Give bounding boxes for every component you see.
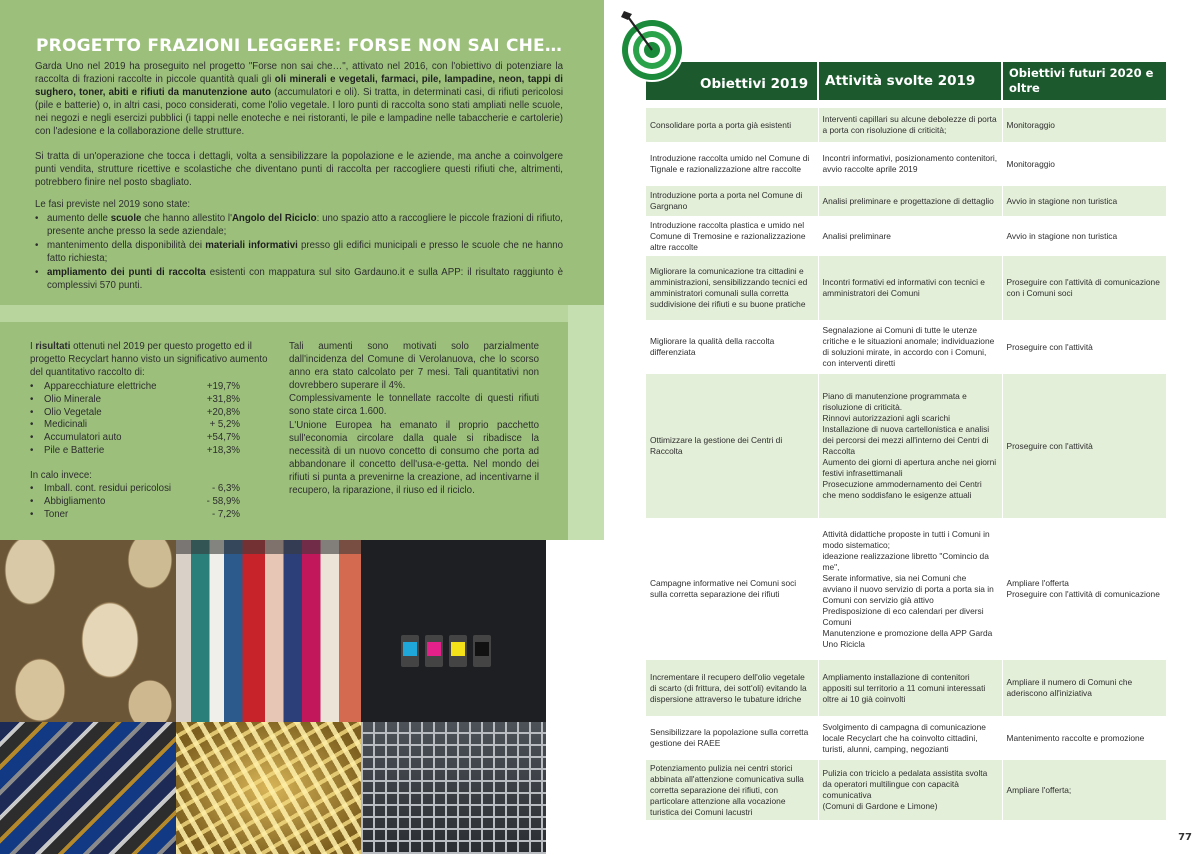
- stat-row: • Abbigliamento - 58,9%: [30, 495, 240, 507]
- table-body: [646, 108, 1166, 820]
- frying-oil-photo: [176, 722, 361, 854]
- table-row: [646, 216, 1166, 256]
- table-row: [646, 256, 1166, 320]
- activity-cell: Analisi preliminare e progettazione di dettaglio: [818, 186, 1002, 216]
- collection-cages-photo: [361, 722, 546, 854]
- decrease-label: In calo invece:: [30, 470, 92, 481]
- table-row: [646, 320, 1166, 374]
- increase-list: [30, 381, 280, 458]
- objective-cell: Potenziamento pulizia nei centri storici abbinata all'attenzione comunicativa sulla corretta separazione dei rifiuti, con particolare attenzione alla vocazione turistica dei Comuni lacustri: [646, 760, 818, 820]
- right-page: [604, 0, 1200, 854]
- table-row: [646, 374, 1166, 518]
- corks-photo: [0, 540, 176, 722]
- results-commentary: [289, 340, 539, 497]
- results-intro: I risultati ottenuti nel 2019 per questo progetto ed il progetto Recyclart hanno visto un significativo aumento del quantitativo raccolto di:: [30, 341, 268, 379]
- phases-list: [35, 212, 563, 294]
- header-activities-2019: Attività svolte 2019: [818, 62, 1002, 100]
- stat-row: • Accumulatori auto +54,7%: [30, 432, 240, 444]
- table-row: [646, 142, 1166, 186]
- activity-cell: Piano di manutenzione programmata e risoluzione di criticità. Rinnovi autorizzazioni agli scarichi Installazione di nuova cartellonistica e analisi dei percorsi dei mezzi all'interno dei Centri di Raccolta Aumento dei giorni di apertura anche nei giorni festivi infrasettimanali Prosecuzione ammodernamento dei Centri che meno soddisfano le esigenze attuali: [818, 374, 1002, 518]
- objective-cell: Incrementare il recupero dell'olio vegetale di scarto (di frittura, dei sott'oli) evitando la dispersione attraverso le tubature idriche: [646, 660, 818, 716]
- objective-cell: Introduzione raccolta umido nel Comune di Tignale e razionalizzazione altre raccolte: [646, 142, 818, 186]
- objective-cell: Migliorare la qualità della raccolta differenziata: [646, 320, 818, 374]
- objectives-table: [646, 62, 1166, 820]
- photo-grid: [0, 540, 546, 854]
- objective-cell: Introduzione porta a porta nel Comune di Gargnano: [646, 186, 818, 216]
- activity-cell: Pulizia con triciclo a pedalata assistita svolta da operatori multilingue con capacità comunicativa (Comuni di Gardone e Limone): [818, 760, 1002, 820]
- header-objectives-2019: Obiettivi 2019: [646, 62, 818, 100]
- batteries-photo: [0, 722, 176, 854]
- table-row: [646, 186, 1166, 216]
- table-row: [646, 760, 1166, 820]
- objective-cell: Sensibilizzare la popolazione sulla corretta gestione dei RAEE: [646, 716, 818, 760]
- future-cell: Ampliare l'offerta Proseguire con l'attività di comunicazione: [1002, 518, 1166, 660]
- intro-paragraph: [35, 60, 563, 139]
- intro-text-bold: oli minerali e vegetali, farmaci, pile, lampadine, neon, tappi di sughero, toner, abiti e rifiuti da manutenzione auto: [35, 74, 563, 99]
- objective-cell: Consolidare porta a porta già esistenti: [646, 108, 818, 142]
- objective-cell: Campagne informative nei Comuni soci sulla corretta separazione dei rifiuti: [646, 518, 818, 660]
- activity-cell: Analisi preliminare: [818, 216, 1002, 256]
- results-paragraph: L'Unione Europea ha emanato il proprio pacchetto sull'economia circolare dalla quale si ribadisce la necessità di un nuovo concetto di consumo che porta ad abbandonare il concetto dell'usa-e-getta. Nel mondo dei rifiuti si punta a prevenirne la creazione, ad incentivarne il recupero, la riparazione, il riuso ed il riciclo.: [289, 419, 539, 497]
- table-row: [646, 518, 1166, 660]
- future-cell: Avvio in stagione non turistica: [1002, 186, 1166, 216]
- future-cell: Proseguire con l'attività: [1002, 374, 1166, 518]
- objective-cell: Ottimizzare la gestione dei Centri di Raccolta: [646, 374, 818, 518]
- table-header-row: [646, 62, 1166, 100]
- header-future-objectives: Obiettivi futuri 2020 e oltre: [1002, 62, 1166, 100]
- activity-cell: Incontri formativi ed informativi con tecnici e amministratori dei Comuni: [818, 256, 1002, 320]
- activity-cell: Incontri informativi, posizionamento contenitori, avvio raccolte aprile 2019: [818, 142, 1002, 186]
- future-cell: Monitoraggio: [1002, 142, 1166, 186]
- phases-title: Le fasi previste nel 2019 sono state:: [35, 199, 191, 210]
- results-paragraph: Tali aumenti sono motivati solo parzialmente dall'incidenza del Comune di Verolanuova, che lo scorso anno era stato calcolato per 7 mesi. Tali quantitativi non dovrebbero superare il 4%.: [289, 341, 539, 392]
- phase-item: • mantenimento della disponibilità dei materiali informativi presso gli edifici municipali e presso le scuole che ne hanno fatto richiesta;: [35, 239, 563, 265]
- clothes-photo: [176, 540, 361, 722]
- page-number: 77: [1178, 832, 1192, 843]
- objective-cell: Introduzione raccolta plastica e umido nel Comune di Tremosine e razionalizzazione altre raccolte: [646, 216, 818, 256]
- intro-text-start: Garda Uno nel 2019 ha proseguito nel progetto "Forse non sai che…", attivato nel 2016, con l'obiettivo di potenziare la raccolta di frazioni raccolte in piccole quantità quali gli: [35, 61, 563, 86]
- stat-row: • Olio Vegetale +20,8%: [30, 406, 240, 418]
- stat-row: • Toner - 7,2%: [30, 508, 240, 520]
- intro-paragraph-2: Si tratta di un'operazione che tocca i dettagli, volta a sensibilizzare la popolazione e le aziende, ma anche a coinvolgere punti vendita, strutture ricettive e scolastiche che diventano punti di raccolta per raccogliere questi rifiuti che, altrimenti, potrebbero finire nel posto sbagliato.: [35, 151, 563, 189]
- target-dartboard-icon: [616, 6, 692, 86]
- objective-cell: Migliorare la comunicazione tra cittadini e amministrazioni, sensibilizzando tecnici ed amministratori comunali sulla corretta suddivisione dei rifiuti e su buone pratiche: [646, 256, 818, 320]
- phase-item: • ampliamento dei punti di raccolta esistenti con mappatura sul sito Gardauno.it e sulla APP: il risultato raggiunto è complessivi 570 punti.: [35, 266, 563, 292]
- future-cell: Proseguire con l'attività: [1002, 320, 1166, 374]
- activity-cell: Ampliamento installazione di contenitori appositi sul territorio a 11 comuni interessati oltre ai 10 già coinvolti: [818, 660, 1002, 716]
- stat-row: • Olio Minerale +31,8%: [30, 393, 240, 405]
- table-row: [646, 716, 1166, 760]
- future-cell: Mantenimento raccolte e promozione: [1002, 716, 1166, 760]
- future-cell: Monitoraggio: [1002, 108, 1166, 142]
- future-cell: Proseguire con l'attività di comunicazione con i Comuni soci: [1002, 256, 1166, 320]
- stat-row: • Apparecchiature elettriche +19,7%: [30, 381, 240, 392]
- table-row: [646, 660, 1166, 716]
- future-cell: Avvio in stagione non turistica: [1002, 216, 1166, 256]
- intro-text-end: (accumulatori e oli). Si tratta, in determinati casi, di rifiuti pericolosi (pile e batterie) o, in altri casi, poco considerati, come l'olio vegetale. I loro punti di raccolta sono stati ampliati nelle scuole, nei negozi e negli esercizi pubblici (i tappi nelle enoteche e nei ristoranti, le pile e lampadine nelle tabaccherie e cartolerie) con l'adesione e la collaborazione delle strutture.: [35, 87, 563, 138]
- activity-cell: Svolgimento di campagna di comunicazione locale Recyclart che ha coinvolto cittadini, turisti, alunni, camping, negozianti: [818, 716, 1002, 760]
- future-cell: Ampliare l'offerta;: [1002, 760, 1166, 820]
- toner-cartridges-photo: [361, 540, 546, 722]
- activity-cell: Interventi capillari su alcune debolezze di porta a porta con risoluzione di criticità;: [818, 108, 1002, 142]
- decorative-strip: [568, 305, 604, 540]
- table-row: [646, 108, 1166, 142]
- results-paragraph: Complessivamente le tonnellate raccolte di questi rifiuti sono state circa 1.600.: [289, 393, 539, 418]
- phase-item: • aumento delle scuole che hanno allestito l'Angolo del Riciclo: uno spazio atto a raccogliere le piccole frazioni di rifiuto, presente anche presso la sede aziendale;: [35, 212, 563, 238]
- future-cell: Ampliare il numero di Comuni che aderiscono all'iniziativa: [1002, 660, 1166, 716]
- decrease-list: [30, 483, 280, 521]
- stat-row: • Pile e Batterie +18,3%: [30, 444, 240, 456]
- page-title: PROGETTO FRAZIONI LEGGERE: FORSE NON SAI CHE…: [36, 36, 563, 56]
- stat-row: • Imball. cont. residui pericolosi - 6,3%: [30, 483, 240, 494]
- activity-cell: Attività didattiche proposte in tutti i Comuni in modo sistematico; ideazione realizzazione libretto "Comincio da me", Serate informative, sia nei Comuni che avviano il nuovo servizio di porta a porta sia in Comuni con servizio già attivo Predisposizione di eco calendari per diversi Comuni Manutenzione e promozione della APP Garda Uno Ricicla: [818, 518, 1002, 660]
- stat-row: • Medicinali + 5,2%: [30, 419, 240, 431]
- activity-cell: Segnalazione ai Comuni di tutte le utenze critiche e le situazioni anomale; individuazione di soluzioni mirate, in accordo con i Comuni, con interventi diretti: [818, 320, 1002, 374]
